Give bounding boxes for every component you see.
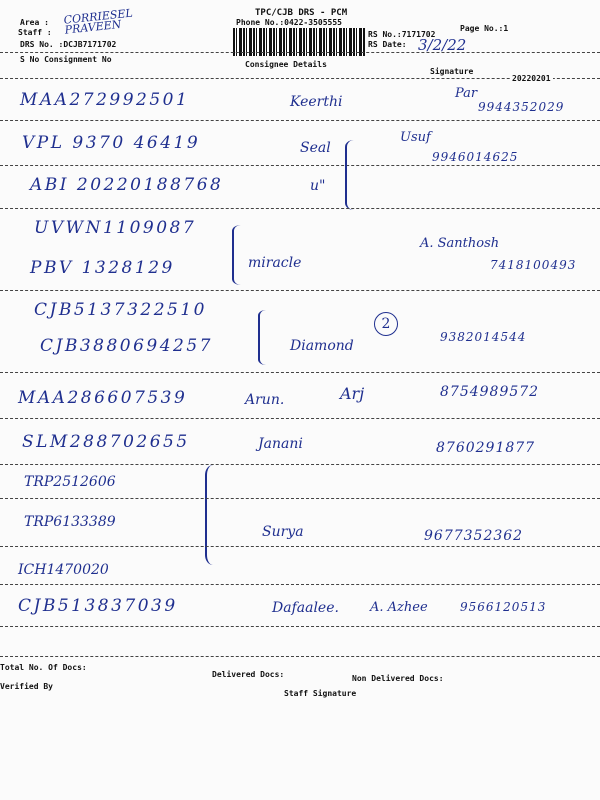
row-divider (0, 165, 600, 166)
row-divider (0, 120, 600, 121)
phone-handwritten: 8754989572 (440, 384, 540, 400)
consignee-name: Diamond (290, 338, 354, 354)
consignment-number: CJB3880694257 (40, 336, 213, 356)
phone-handwritten: 9566120513 (460, 600, 547, 614)
consignment-number: VPL 9370 46419 (22, 133, 201, 153)
grouping-bracket (205, 465, 225, 565)
consignee-name: u" (310, 178, 326, 194)
page-number: Page No.:1 (460, 24, 509, 33)
consignment-number: ABI 20220188768 (30, 175, 224, 195)
rs-number: RS No.:7171702 (368, 30, 436, 39)
delivered-docs-label: Delivered Docs: (212, 670, 285, 679)
grouping-bracket (345, 140, 367, 210)
signature: Par (455, 86, 478, 101)
consignment-number: TRP2512606 (24, 474, 116, 490)
drs-number: DRS No. :DCJB7171702 (20, 40, 117, 49)
circled-number: 2 (374, 312, 398, 336)
area-label: Area : (20, 18, 49, 27)
rs-date-handwritten: 3/2/22 (418, 36, 467, 54)
row-divider (0, 498, 600, 499)
row-divider (0, 290, 600, 291)
phone-handwritten: 7418100493 (490, 258, 577, 272)
phone-number: Phone No.:0422-3505555 (236, 18, 342, 27)
consignment-number: TRP6133389 (24, 514, 116, 530)
consignment-number: UVWN1109087 (34, 218, 197, 238)
staff-label: Staff : (18, 28, 52, 37)
total-docs-label: Total No. Of Docs: (0, 663, 87, 672)
date-code: 20220201 (512, 74, 551, 83)
footer-divider (0, 656, 600, 657)
phone-handwritten: 9382014544 (440, 330, 527, 344)
consignee-name: Seal (300, 140, 331, 156)
consignee-name: Janani (258, 436, 303, 452)
consignment-number: ICH1470020 (18, 562, 109, 578)
consignment-number: SLM288702655 (22, 432, 190, 452)
signature: Arj (340, 384, 365, 403)
phone-handwritten: 9946014625 (432, 150, 519, 164)
document-title: TPC/CJB DRS - PCM (255, 8, 348, 18)
consignee-name: miracle (248, 255, 302, 271)
consignment-number: CJB5137322510 (34, 300, 207, 320)
row-divider (0, 464, 600, 465)
row-divider (0, 546, 600, 547)
phone-handwritten: 9944352029 (478, 100, 565, 114)
phone-handwritten: 8760291877 (436, 440, 536, 456)
col-signature: Signature (430, 67, 474, 76)
row-divider (0, 372, 600, 373)
signature: Usuf (400, 130, 431, 145)
consignment-number: MAA272992501 (20, 90, 190, 110)
consignment-number: CJB513837039 (18, 596, 178, 616)
consignee-name: Surya (262, 524, 304, 540)
consignment-number: PBV 1328129 (30, 258, 175, 278)
grouping-bracket (258, 310, 278, 365)
signature: A. Azhee (370, 600, 428, 615)
phone-handwritten: 9677352362 (424, 528, 524, 544)
non-delivered-docs-label: Non Delivered Docs: (352, 674, 444, 683)
col-sno-consignment: S No Consignment No (20, 55, 112, 64)
consignee-name: Keerthi (290, 94, 343, 110)
consignee-name: Arun. (245, 392, 285, 408)
staff-signature-label: Staff Signature (284, 689, 357, 698)
col-consignee: Consignee Details (245, 60, 327, 69)
row-divider (0, 418, 600, 419)
row-divider (0, 626, 600, 627)
signature: A. Santhosh (420, 236, 500, 251)
staff-handwritten: CORRIESEL PRAVEEN (63, 6, 134, 37)
row-divider (0, 208, 600, 209)
header-divider (0, 52, 600, 53)
consignment-number: MAA286607539 (18, 388, 188, 408)
rs-date-label: RS Date: (368, 40, 407, 49)
verified-by-label: Verified By (0, 682, 53, 691)
row-divider (0, 584, 600, 585)
consignee-name: Dafaalee. (272, 600, 339, 616)
